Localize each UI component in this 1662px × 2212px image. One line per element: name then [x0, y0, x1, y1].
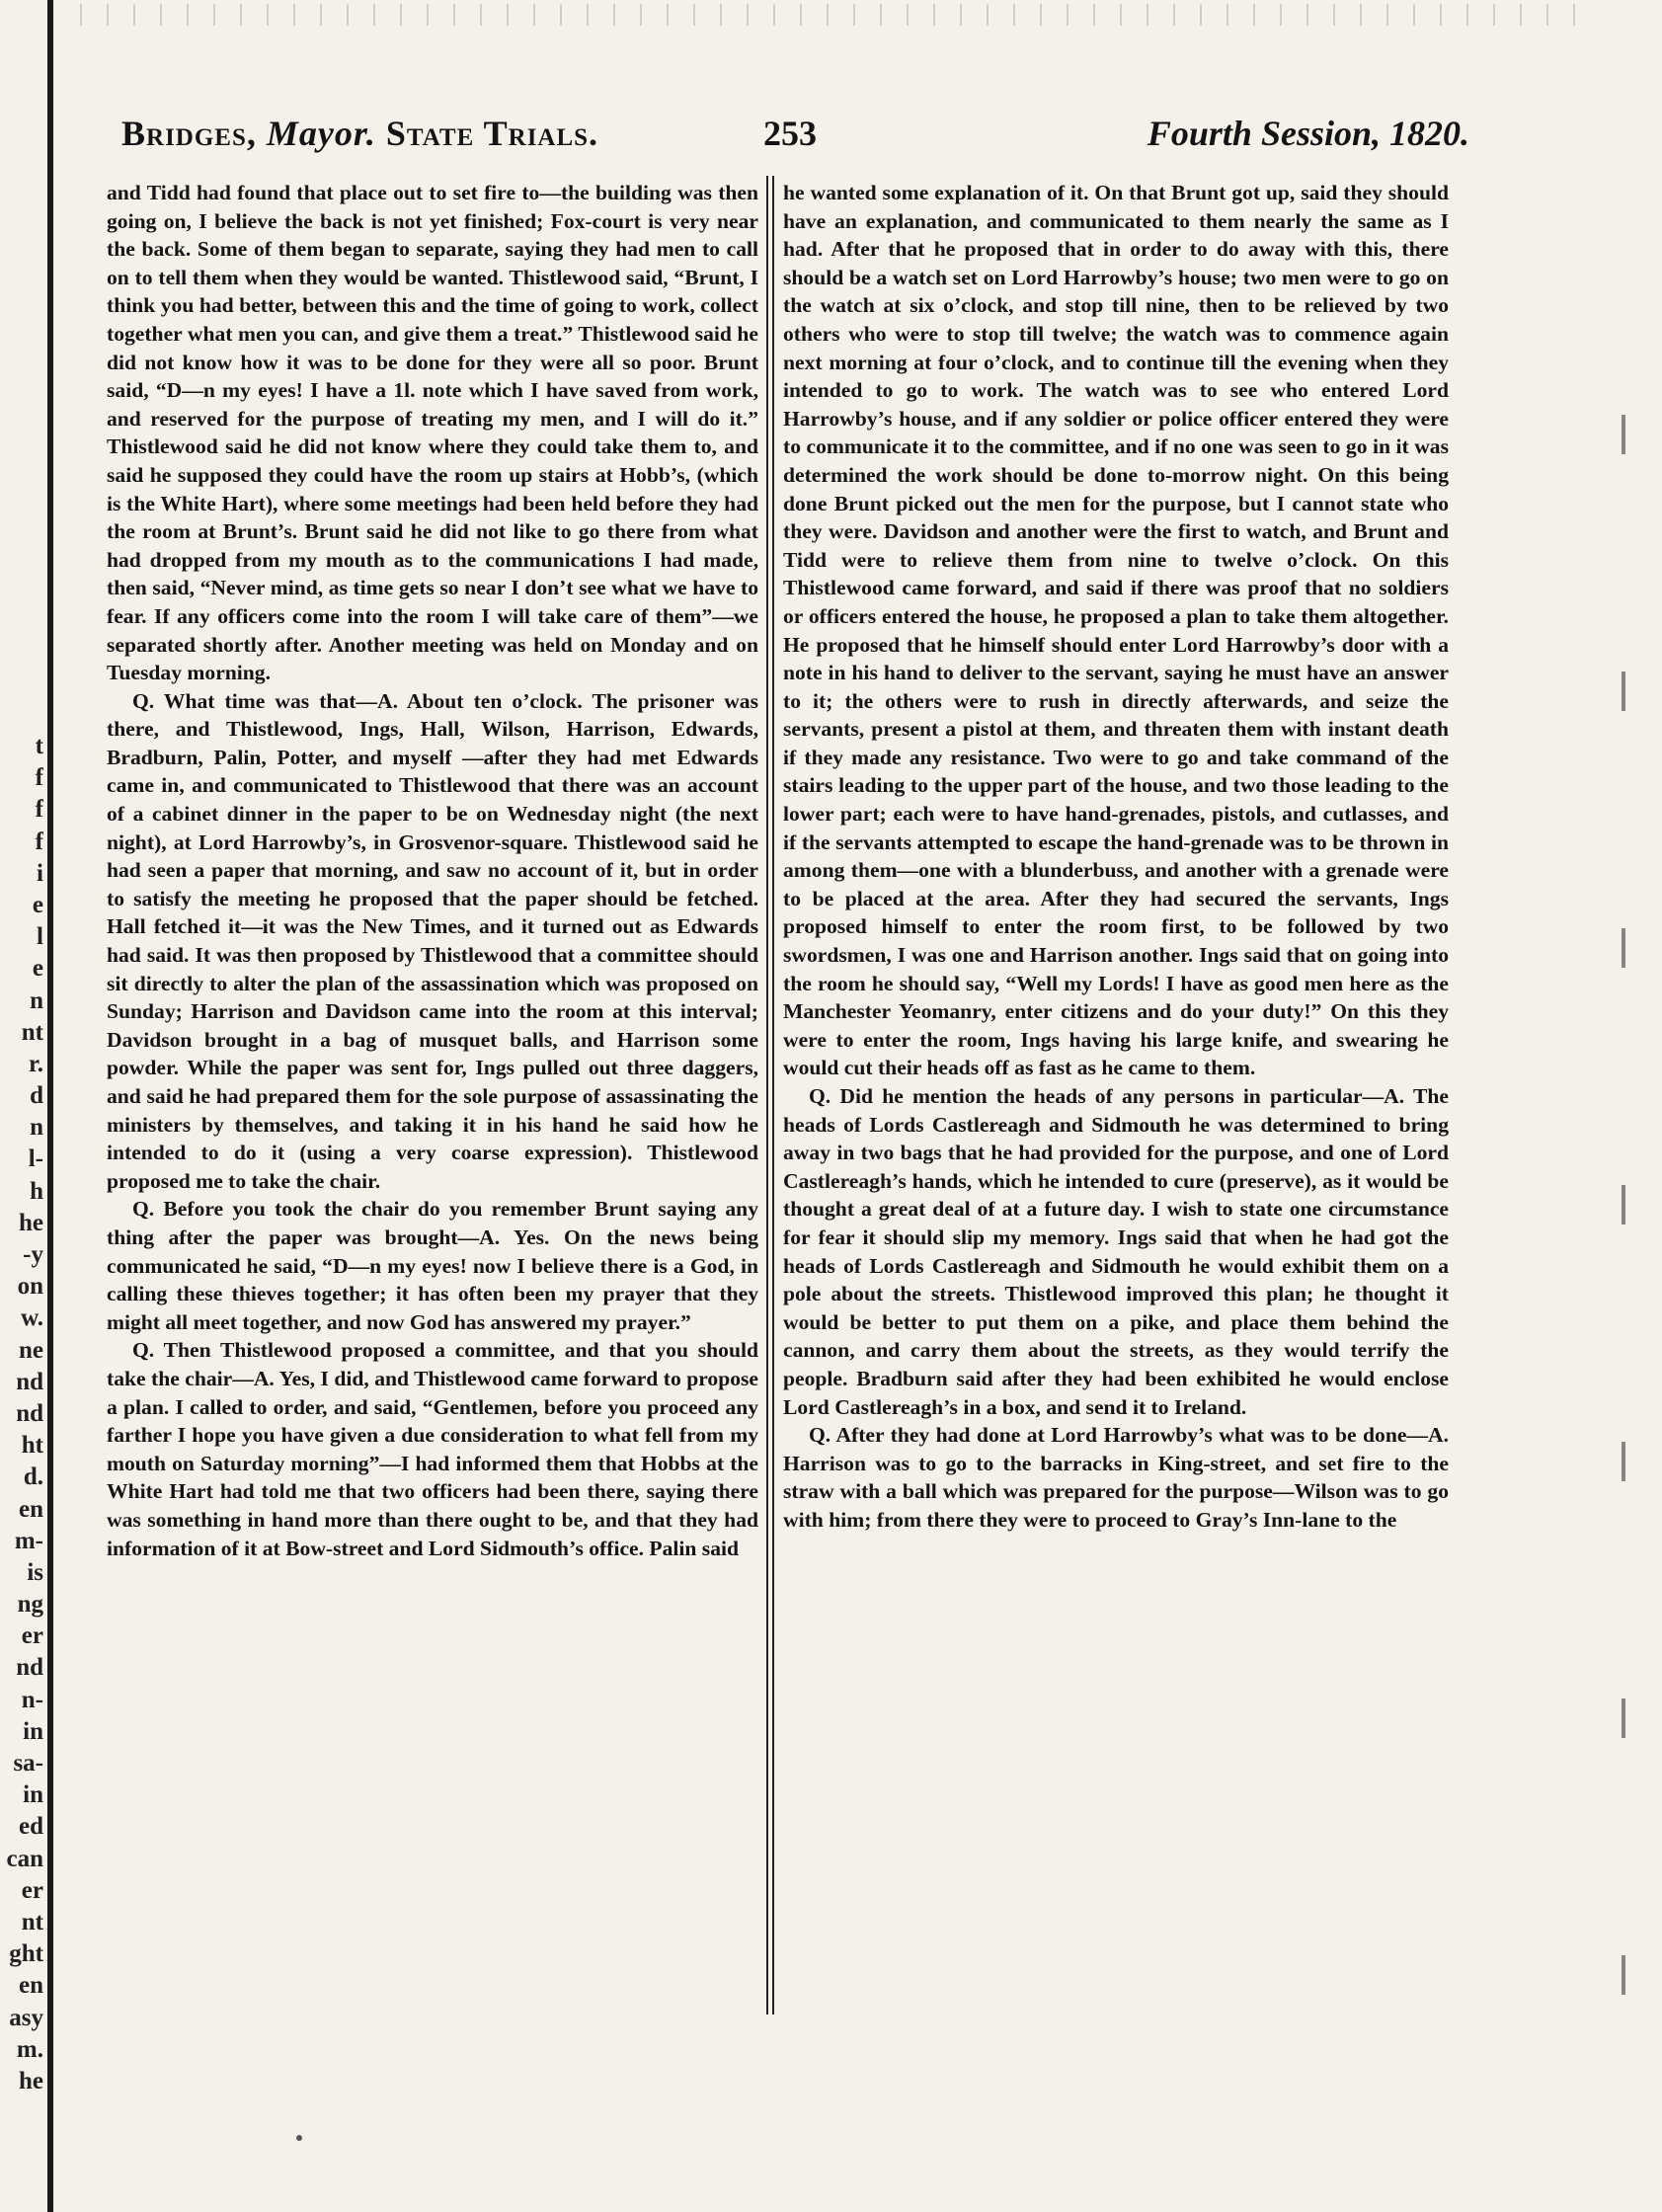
page-header: [121, 113, 1469, 162]
top-edge-specks: [69, 4, 1590, 26]
running-title: State Trials.: [385, 114, 599, 153]
margin-fragment: ng: [17, 1591, 43, 1619]
paragraph: Q. Then Thistlewood proposed a committee, and that you should take the chair—A. Yes, I did, and Thistlewood came forward to propose a plan. I called to order, and said, “Gentlemen, before you proceed any farther I hope you have given a due consideration to what fell from my mouth on Saturday morning”—I had informed them that Hobbs at the White Hart had told me that two officers had been there, saying there was something in hand more than there ought to be, and that they had information of it at Bow-street and Lord Sidmouth’s office. Palin said: [107, 1338, 758, 1560]
ink-speck: [296, 2135, 302, 2141]
margin-fragment: is: [27, 1558, 43, 1586]
margin-fragment: he: [19, 2067, 43, 2094]
session-label: Fourth Session, 1820.: [1147, 114, 1469, 153]
margin-fragment: f: [35, 764, 43, 792]
margin-fragment: l-: [28, 1146, 43, 1173]
paragraph: Q. Did he mention the heads of any persons in particular—A. The heads of Lords Castlereagh and Sidmouth he was determined to bring away in two bags that he had provided for the purpose, and one of Lord Castlereagh’s hands, which he intended to cure (preserve), as it would be thought a great deal of at a future day. I wish to state one circumstance for fear it should slip my memory. Ings said that when he had got the heads of Lords Castlereagh and Sidmouth he would exhibit them on a pole about the streets. Thistlewood improved this plan; he thought it would be better to put them on a pike, and place them behind the cannon, and carry them about the streets, as they would terrify the people. Bradburn said after they had been exhibited he would enclose Lord Castlereagh’s in a box, and send it to Ireland.: [783, 1084, 1449, 1419]
margin-fragment: e: [32, 891, 43, 918]
column-divider: [766, 176, 774, 2014]
margin-fragment: n-: [21, 1686, 43, 1713]
margin-fragment: en: [19, 1495, 43, 1523]
margin-fragment: ed: [19, 1813, 43, 1841]
margin-fragment: er: [21, 1876, 43, 1904]
margin-fragment: in: [23, 1717, 43, 1745]
margin-fragment: nt: [21, 1908, 43, 1936]
margin-fragment: ne: [19, 1336, 43, 1364]
margin-fragment: t: [35, 733, 43, 759]
margin-fragment: l: [37, 923, 43, 951]
margin-fragment: i: [37, 859, 43, 887]
margin-fragment: f: [35, 796, 43, 824]
margin-fragment: er: [21, 1622, 43, 1650]
margin-fragment: asy: [9, 2004, 43, 2031]
margin-fragment: m.: [16, 2035, 43, 2063]
binding-rule: [47, 0, 53, 2212]
margin-fragment: en: [19, 1972, 43, 2000]
margin-fragment: nd: [16, 1368, 43, 1395]
page-number: 253: [763, 114, 817, 153]
margin-fragment: ght: [9, 1940, 43, 1968]
margin-fragment: can: [6, 1845, 43, 1872]
margin-fragment: he: [19, 1209, 43, 1236]
paragraph: Q. After they had done at Lord Harrowby’s what was to be done—A. Harrison was to go to the barracks in King-street, and set fire to the straw with a ball which was prepared for the purpose—Wilson was to go with him; from there they were to proceed to Gray’s Inn-lane to the: [783, 1423, 1449, 1532]
margin-fragment: n: [30, 987, 43, 1014]
margin-fragment: nt: [21, 1018, 43, 1046]
margin-fragment: in: [23, 1781, 43, 1809]
margin-fragment: nd: [16, 1654, 43, 1682]
margin-fragment: sa-: [13, 1750, 43, 1777]
mayor-role: Mayor.: [266, 114, 376, 153]
margin-fragment: on: [17, 1273, 43, 1301]
margin-fragment: n: [30, 1114, 43, 1142]
paragraph: Q. What time was that—A. About ten o’clock. The prisoner was there, and Thistlewood, Ings, Hall, Wilson, Harrison, Edwards, Bradburn, Palin, Potter, and myself —after they had met Edwards came in, and communicated to Thistlewood that there was an account of a cabinet dinner in the paper to be on Wednesday night (the next night), at Lord Harrowby’s, in Grosvenor-square. Thistlewood said he had seen a paper that morning, and saw no account of it, but in order to satisfy the meeting he proposed that the paper should be fetched. Hall fetched it—it was the New Times, and it turned out as Edwards had said. It was then proposed by Thistlewood that a committee should sit directly to alter the plan of the assassination which was proposed on Sunday; Harrison and Davidson came into the room at this interval; Davidson brought in a bag of musquet balls, and Harrison some powder. While the paper was sent for, Ings pulled out three daggers, and said he had prepared them for the sole purpose of assassinating the ministers by themselves, and taking it in his hand he said how he intended to do it (using a very coarse expression). Thistlewood proposed me to take the chair.: [107, 688, 758, 1193]
left-column: [107, 179, 758, 2015]
margin-fragment: d: [30, 1082, 43, 1110]
margin-fragment: nd: [16, 1399, 43, 1427]
paragraph: and Tidd had found that place out to set fire to—the building was then going on, I believe the back is not yet finished; Fox-court is very near the back. Some of them began to separate, saying they had men to call on to tell them when they would be wanted. Thistlewood said, “Brunt, I think you had better, between this and the time of going to work, collect together what men you can, and give them a treat.” Thistlewood said he did not know how it was to be done for they were all so poor. Brunt said, “D—n my eyes! I have a 1l. note which I have saved from work, and reserved for the purpose of treating my men, and I will do it.” Thistlewood said he did not know where they could take them to, and said he supposed they could have the room up stairs at Hobb’s, (which is the White Hart), where some meetings had been held before they had the room at Brunt’s. Brunt said he did not like to go there from what had dropped from my mouth as to the communications I had made, then said, “Never mind, as time gets so near I don’t see what we have to fear. If any officers come into the room I will take care of them”—we separated shortly after. Another meeting was held on Monday and on Tuesday morning.: [107, 181, 758, 685]
margin-fragment: w.: [21, 1304, 43, 1332]
paragraph: he wanted some explanation of it. On that Brunt got up, said they should have an explanation, and communicated to them nearly the same as I had. After that he proposed that in order to do away with this, there should be a watch set on Lord Harrowby’s house; two men were to go on the watch at six o’clock, and stop till nine, then to be relieved by two others who were to stop till twelve; the watch was to commence again next morning at four o’clock, and to continue till the evening when they intended to go to work. The watch was to see who entered Lord Harrowby’s house, and if any soldier or police officer entered they were to communicate it to the committee, and if no one was seen to go in it was determined the work should be done to-morrow night. On this being done Brunt picked out the men for the purpose, but I cannot state who they were. Davidson and another were the first to watch, and Brunt and Tidd were to relieve them from nine to twelve o’clock. On this Thistlewood came forward, and said if there was proof that no soldiers or officers entered the house, he proposed a plan to take them altogether. He proposed that he himself should enter Lord Harrowby’s door with a note in his hand to deliver to the servant, saying he must have an answer to it; the others were to rush in directly afterwards, and seize the servants, present a pistol at them, and threaten them with instant death if they made any resistance. Two were to go and take command of the stairs leading to the upper part of the house, and two those leading to the lower part; each were to have hand-grenades, pistols, and cutlasses, and if the servants attempted to escape the hand-grenade was to be thrown in among them—one with a blunderbuss, and another with a grenade were to be placed at the area. After they had secured the servants, Ings proposed himself to enter the room first, to be followed by two swordsmen, I was one and Harrison another. Ings said that on going into the room he should say, “Well my Lords! I have as good men here as the Manchester Yeomanry, enter citizens and do your duty!” On this they were to enter the room, Ings having his large knife, and swearing he would cut their heads off as fast as he came to them.: [783, 181, 1449, 1080]
right-column: [783, 179, 1449, 2015]
margin-fragments: [4, 731, 43, 2097]
right-edge-marks: [1622, 296, 1625, 2172]
margin-fragment: m-: [14, 1527, 43, 1554]
margin-fragment: e: [32, 955, 43, 983]
mayor-name: Bridges,: [121, 114, 257, 153]
margin-fragment: h: [30, 1177, 43, 1205]
margin-fragment: d.: [23, 1463, 43, 1491]
paragraph: Q. Before you took the chair do you remember Brunt saying any thing after the paper was brought—A. Yes. On the news being communicated he said, “D—n my eyes! now I believe there is a God, in calling these thieves together; it has often been my prayer that they might all meet together, and now God has answered my prayer.”: [107, 1197, 758, 1334]
margin-fragment: f: [35, 828, 43, 855]
margin-fragment: -y: [23, 1241, 43, 1268]
margin-fragment: ht: [21, 1432, 43, 1460]
margin-fragment: r.: [28, 1050, 43, 1077]
running-head-left: [121, 113, 598, 154]
